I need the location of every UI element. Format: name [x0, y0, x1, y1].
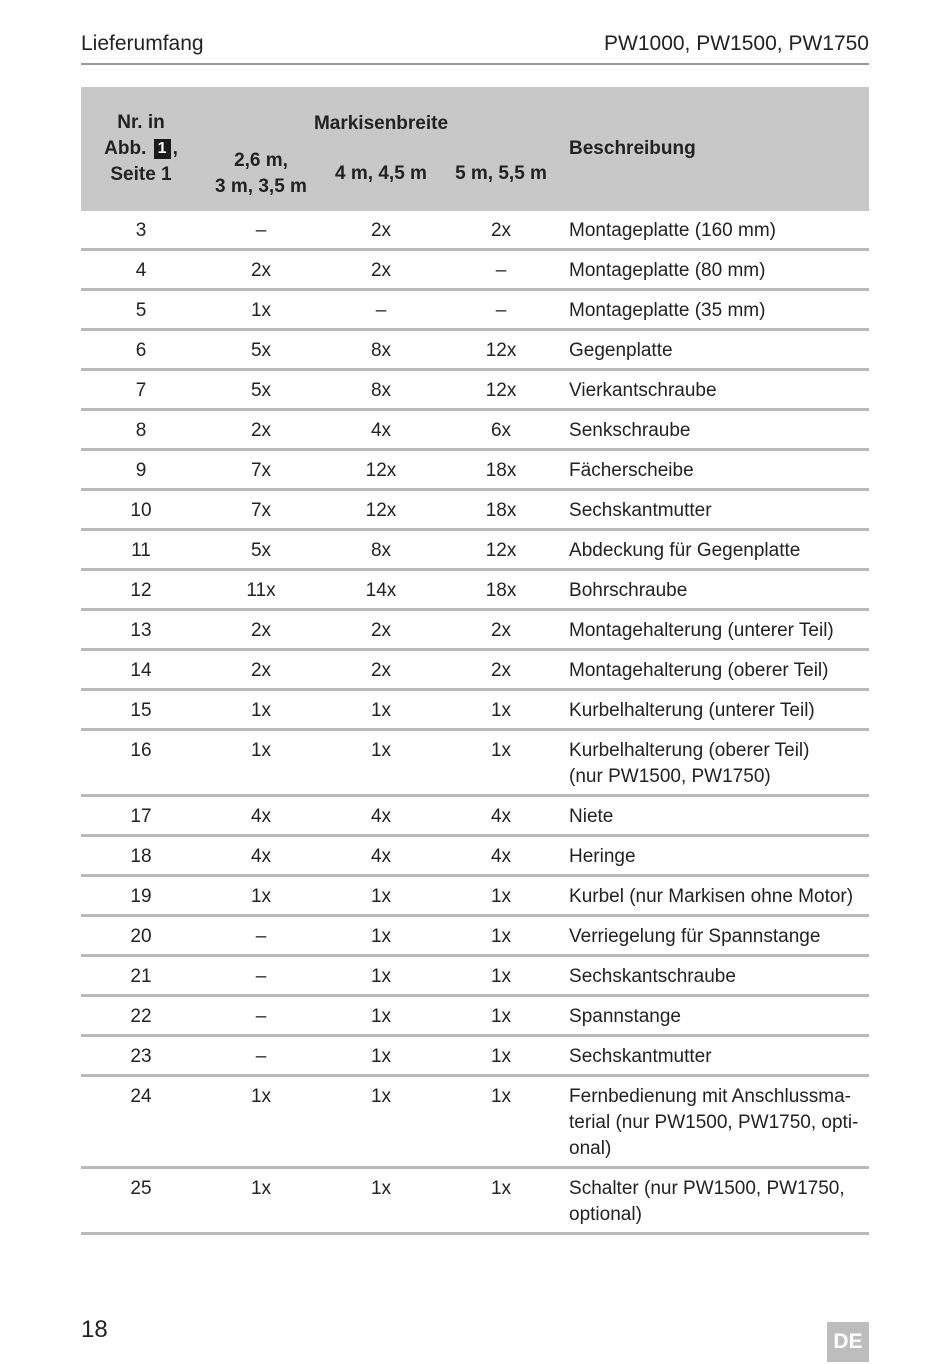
table-row: [81, 996, 869, 1036]
cell-width-1: 2x: [201, 410, 321, 450]
table-row: [81, 490, 869, 530]
cell-width-2: 1x: [321, 996, 441, 1036]
cell-description: [561, 450, 869, 490]
cell-width-3: 4x: [441, 836, 561, 876]
cell-width-2: 4x: [321, 796, 441, 836]
description-line: terial (nur PW1500, PW1750, opti-: [569, 1112, 859, 1133]
cell-width-2: 2x: [321, 211, 441, 250]
table-body: [81, 211, 869, 1234]
cell-width-2: 8x: [321, 330, 441, 370]
cell-width-1: –: [201, 956, 321, 996]
cell-nr: 20: [81, 916, 201, 956]
cell-width-3: 18x: [441, 450, 561, 490]
description-line: Heringe: [569, 846, 636, 867]
description-line: Sechskantmutter: [569, 1046, 712, 1067]
description-line: onal): [569, 1138, 612, 1159]
cell-width-1: 1x: [201, 290, 321, 330]
cell-width-2: 12x: [321, 450, 441, 490]
cell-description: [561, 690, 869, 730]
header-w1-line1: 2,6 m,: [234, 150, 288, 171]
description-line: Abdeckung für Gegenplatte: [569, 540, 801, 561]
description-line: Sechskantschraube: [569, 966, 736, 987]
description-line: Montagehalterung (unterer Teil): [569, 620, 834, 641]
cell-nr: 21: [81, 956, 201, 996]
table-row: [81, 370, 869, 410]
table-row: [81, 1168, 869, 1234]
cell-width-2: 12x: [321, 490, 441, 530]
description-line: Senkschraube: [569, 420, 691, 441]
cell-description: [561, 290, 869, 330]
header-nr-abb: Abb.: [104, 138, 147, 159]
cell-width-1: 5x: [201, 530, 321, 570]
table-row: [81, 570, 869, 610]
description-line: (nur PW1500, PW1750): [569, 766, 771, 787]
cell-width-3: 12x: [441, 530, 561, 570]
cell-description: [561, 996, 869, 1036]
cell-description: [561, 730, 869, 796]
cell-nr: 17: [81, 796, 201, 836]
cell-width-1: –: [201, 996, 321, 1036]
cell-description: [561, 370, 869, 410]
cell-width-3: –: [441, 250, 561, 290]
cell-width-2: 1x: [321, 730, 441, 796]
cell-width-1: 1x: [201, 1076, 321, 1168]
description-line: Spannstange: [569, 1006, 682, 1027]
model-list: PW1000, PW1500, PW1750: [604, 32, 869, 55]
cell-nr: 5: [81, 290, 201, 330]
cell-description: [561, 610, 869, 650]
cell-nr: 7: [81, 370, 201, 410]
cell-width-2: 1x: [321, 876, 441, 916]
description-line: Montagehalterung (oberer Teil): [569, 660, 829, 681]
cell-width-3: 2x: [441, 650, 561, 690]
cell-nr: 12: [81, 570, 201, 610]
figure-reference-badge: 1: [154, 139, 171, 159]
column-header-beschreibung: Beschreibung: [561, 87, 869, 211]
cell-nr: 10: [81, 490, 201, 530]
cell-width-2: 1x: [321, 956, 441, 996]
cell-width-1: –: [201, 916, 321, 956]
cell-description: [561, 570, 869, 610]
description-line: Kurbel (nur Markisen ohne Motor): [569, 886, 854, 907]
column-group-markisenbreite: Markisenbreite: [201, 87, 561, 137]
cell-width-3: –: [441, 290, 561, 330]
cell-width-2: 2x: [321, 650, 441, 690]
parts-table: [81, 87, 869, 1235]
cell-description: [561, 836, 869, 876]
column-header-width-1: [201, 137, 321, 211]
cell-width-3: 1x: [441, 1036, 561, 1076]
table-row: [81, 876, 869, 916]
table-row: [81, 610, 869, 650]
cell-width-1: 5x: [201, 370, 321, 410]
table-row: [81, 330, 869, 370]
table-row: [81, 690, 869, 730]
table-row: [81, 250, 869, 290]
cell-width-2: –: [321, 290, 441, 330]
cell-width-3: 1x: [441, 1168, 561, 1234]
cell-width-1: 5x: [201, 330, 321, 370]
cell-width-1: 4x: [201, 796, 321, 836]
cell-description: [561, 211, 869, 250]
cell-description: [561, 490, 869, 530]
cell-width-2: 1x: [321, 1168, 441, 1234]
cell-width-1: 2x: [201, 610, 321, 650]
description-line: Montageplatte (160 mm): [569, 220, 777, 241]
cell-width-1: 1x: [201, 690, 321, 730]
cell-description: [561, 956, 869, 996]
description-line: Montageplatte (35 mm): [569, 300, 766, 321]
cell-nr: 13: [81, 610, 201, 650]
cell-nr: 8: [81, 410, 201, 450]
cell-width-3: 2x: [441, 211, 561, 250]
table-row: [81, 650, 869, 690]
column-header-width-2: 4 m, 4,5 m: [321, 137, 441, 211]
description-line: Kurbelhalterung (unterer Teil): [569, 700, 815, 721]
cell-description: [561, 530, 869, 570]
description-line: Schalter (nur PW1500, PW1750,: [569, 1178, 845, 1199]
cell-width-1: 1x: [201, 730, 321, 796]
description-line: Montageplatte (80 mm): [569, 260, 766, 281]
cell-description: [561, 650, 869, 690]
cell-description: [561, 796, 869, 836]
cell-nr: 15: [81, 690, 201, 730]
cell-nr: 16: [81, 730, 201, 796]
table-row: [81, 796, 869, 836]
cell-width-2: 2x: [321, 250, 441, 290]
cell-nr: 14: [81, 650, 201, 690]
cell-width-1: 7x: [201, 450, 321, 490]
description-line: Gegenplatte: [569, 340, 673, 361]
description-line: Fernbedienung mit Anschlussma-: [569, 1086, 851, 1107]
cell-width-2: 2x: [321, 610, 441, 650]
page-header: [81, 30, 869, 65]
header-nr-line2: [81, 136, 201, 162]
cell-description: [561, 1036, 869, 1076]
cell-width-3: 1x: [441, 1076, 561, 1168]
cell-width-3: 18x: [441, 490, 561, 530]
description-line: Bohrschraube: [569, 580, 688, 601]
description-line: Verriegelung für Spannstange: [569, 926, 821, 947]
cell-description: [561, 916, 869, 956]
cell-nr: 9: [81, 450, 201, 490]
table-row: [81, 290, 869, 330]
header-w1-line2: 3 m, 3,5 m: [215, 176, 307, 197]
cell-width-3: 1x: [441, 730, 561, 796]
table-row: [81, 1036, 869, 1076]
cell-width-3: 2x: [441, 610, 561, 650]
table-row: [81, 916, 869, 956]
column-header-nr: [81, 87, 201, 211]
table-row: [81, 211, 869, 250]
table-row: [81, 530, 869, 570]
cell-width-2: 1x: [321, 1076, 441, 1168]
cell-nr: 23: [81, 1036, 201, 1076]
cell-width-2: 14x: [321, 570, 441, 610]
cell-nr: 22: [81, 996, 201, 1036]
cell-width-3: 1x: [441, 996, 561, 1036]
column-header-width-3: 5 m, 5,5 m: [441, 137, 561, 211]
table-row: [81, 730, 869, 796]
cell-width-2: 4x: [321, 836, 441, 876]
cell-width-2: 1x: [321, 916, 441, 956]
parts-table-container: [81, 87, 869, 1235]
cell-nr: 19: [81, 876, 201, 916]
cell-width-1: 4x: [201, 836, 321, 876]
page-number: 18: [81, 1316, 108, 1343]
description-line: Sechskantmutter: [569, 500, 712, 521]
cell-nr: 24: [81, 1076, 201, 1168]
cell-description: [561, 250, 869, 290]
cell-nr: 11: [81, 530, 201, 570]
cell-width-1: –: [201, 1036, 321, 1076]
cell-width-1: 7x: [201, 490, 321, 530]
table-row: [81, 1076, 869, 1168]
cell-width-3: 18x: [441, 570, 561, 610]
cell-width-1: 1x: [201, 876, 321, 916]
cell-width-1: 1x: [201, 1168, 321, 1234]
cell-width-1: –: [201, 211, 321, 250]
cell-width-2: 8x: [321, 370, 441, 410]
cell-description: [561, 876, 869, 916]
cell-width-1: 2x: [201, 250, 321, 290]
table-row: [81, 410, 869, 450]
cell-width-3: 4x: [441, 796, 561, 836]
header-nr-comma: ,: [172, 138, 178, 159]
cell-width-3: 12x: [441, 370, 561, 410]
cell-width-2: 4x: [321, 410, 441, 450]
cell-nr: 25: [81, 1168, 201, 1234]
cell-width-3: 1x: [441, 916, 561, 956]
cell-width-1: 11x: [201, 570, 321, 610]
table-row: [81, 956, 869, 996]
cell-width-3: 12x: [441, 330, 561, 370]
description-line: Niete: [569, 806, 614, 827]
description-line: Kurbelhalterung (oberer Teil): [569, 740, 810, 761]
section-title: Lieferumfang: [81, 32, 204, 55]
cell-nr: 18: [81, 836, 201, 876]
cell-width-2: 8x: [321, 530, 441, 570]
cell-width-3: 1x: [441, 690, 561, 730]
header-nr-line3: Seite 1: [110, 164, 172, 185]
description-line: Vierkantschraube: [569, 380, 717, 401]
cell-nr: 4: [81, 250, 201, 290]
description-line: optional): [569, 1204, 642, 1225]
table-row: [81, 450, 869, 490]
cell-width-2: 1x: [321, 690, 441, 730]
header-nr-line1: Nr. in: [117, 112, 165, 133]
table-header: [81, 87, 869, 211]
table-row: [81, 836, 869, 876]
cell-description: [561, 410, 869, 450]
language-badge: DE: [827, 1322, 869, 1362]
cell-width-1: 2x: [201, 650, 321, 690]
cell-width-2: 1x: [321, 1036, 441, 1076]
cell-description: [561, 330, 869, 370]
cell-width-3: 6x: [441, 410, 561, 450]
cell-nr: 6: [81, 330, 201, 370]
cell-nr: 3: [81, 211, 201, 250]
cell-width-3: 1x: [441, 876, 561, 916]
description-line: Fächerscheibe: [569, 460, 694, 481]
cell-description: [561, 1168, 869, 1234]
cell-width-3: 1x: [441, 956, 561, 996]
cell-description: [561, 1076, 869, 1168]
